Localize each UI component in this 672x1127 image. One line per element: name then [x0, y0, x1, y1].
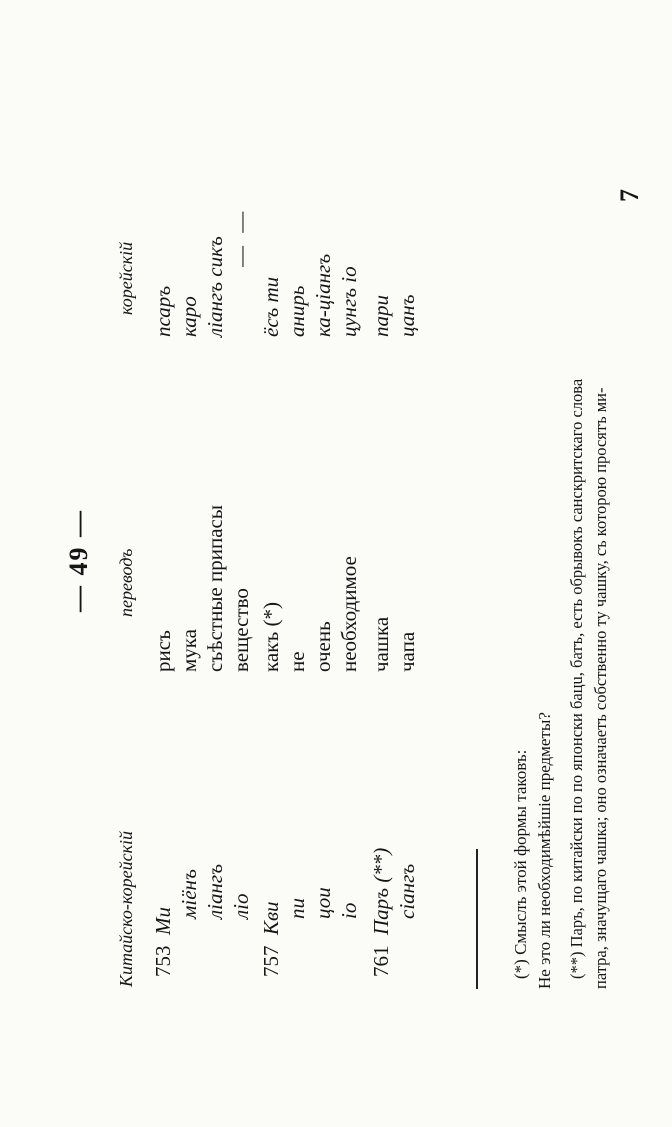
translation-cell: рисъ [151, 630, 175, 672]
row-number: 757 [259, 945, 283, 977]
korean-word: ка-ціангъ [311, 253, 335, 337]
chinese-korean-word: Паръ (**) [369, 847, 393, 935]
page-number: — 49 — [64, 509, 93, 612]
header-chinese-korean: Китайско-корейскій [116, 830, 136, 987]
korean-word: цанъ [395, 294, 419, 337]
korean-word: — — [229, 207, 253, 267]
row-number: 753 [151, 945, 175, 977]
korean-word: цунгъ іо [337, 266, 361, 337]
footnote-rule [476, 849, 478, 989]
translation-cell: чашка [369, 616, 393, 672]
footnote-2-continuation: патра, значущаго чашка; оно означаетъ собственно ту чашку, съ которою просятъ ми- [591, 387, 610, 989]
header-korean: корейскій [116, 241, 136, 315]
chinese-korean-word: Ми [151, 907, 175, 935]
table-row [258, 901, 284, 977]
chinese-korean-word: ліангъ [203, 863, 227, 919]
footnote-1-continuation: Не это ли необходимѣйшіе предметы? [535, 712, 554, 989]
table-row [368, 848, 394, 977]
table-row [150, 907, 176, 977]
chinese-korean-word: Кви [259, 901, 283, 935]
chinese-korean-word: пи [285, 898, 309, 919]
translation-cell: не [285, 651, 309, 672]
korean-word: псаръ [151, 285, 175, 337]
korean-word: пари [369, 295, 393, 337]
translation-cell: очень [311, 621, 335, 672]
row-number: 761 [369, 945, 393, 977]
translation-cell: вещество [229, 588, 253, 672]
chinese-korean-word: сіангъ [395, 863, 419, 919]
translation-cell: необходимое [337, 556, 361, 672]
translation-cell: съѣстные припасы [203, 505, 227, 672]
korean-word: каро [177, 296, 201, 337]
header-translation: переводъ [116, 548, 136, 617]
chinese-korean-word: цои [311, 887, 335, 919]
korean-word: анирь [285, 285, 309, 337]
korean-word: ёсъ ти [259, 276, 283, 337]
footnote-2: (**) Паръ, по китайски по по японски бацu, батъ, есть обрывокъ санскритскаго слова [567, 378, 586, 979]
chinese-korean-word: міёнъ [177, 869, 201, 919]
footnote-1: (*) Смыслъ этой формы таковъ: [511, 749, 530, 979]
translation-cell: какъ (*) [259, 601, 283, 672]
chinese-korean-word: ліо [229, 893, 253, 919]
signature-mark: 7 [615, 189, 644, 202]
chinese-korean-word: іо [337, 902, 361, 919]
translation-cell: мука [177, 629, 201, 672]
translation-cell: чапа [395, 631, 419, 672]
korean-word: ліангъ сикъ [203, 236, 227, 337]
